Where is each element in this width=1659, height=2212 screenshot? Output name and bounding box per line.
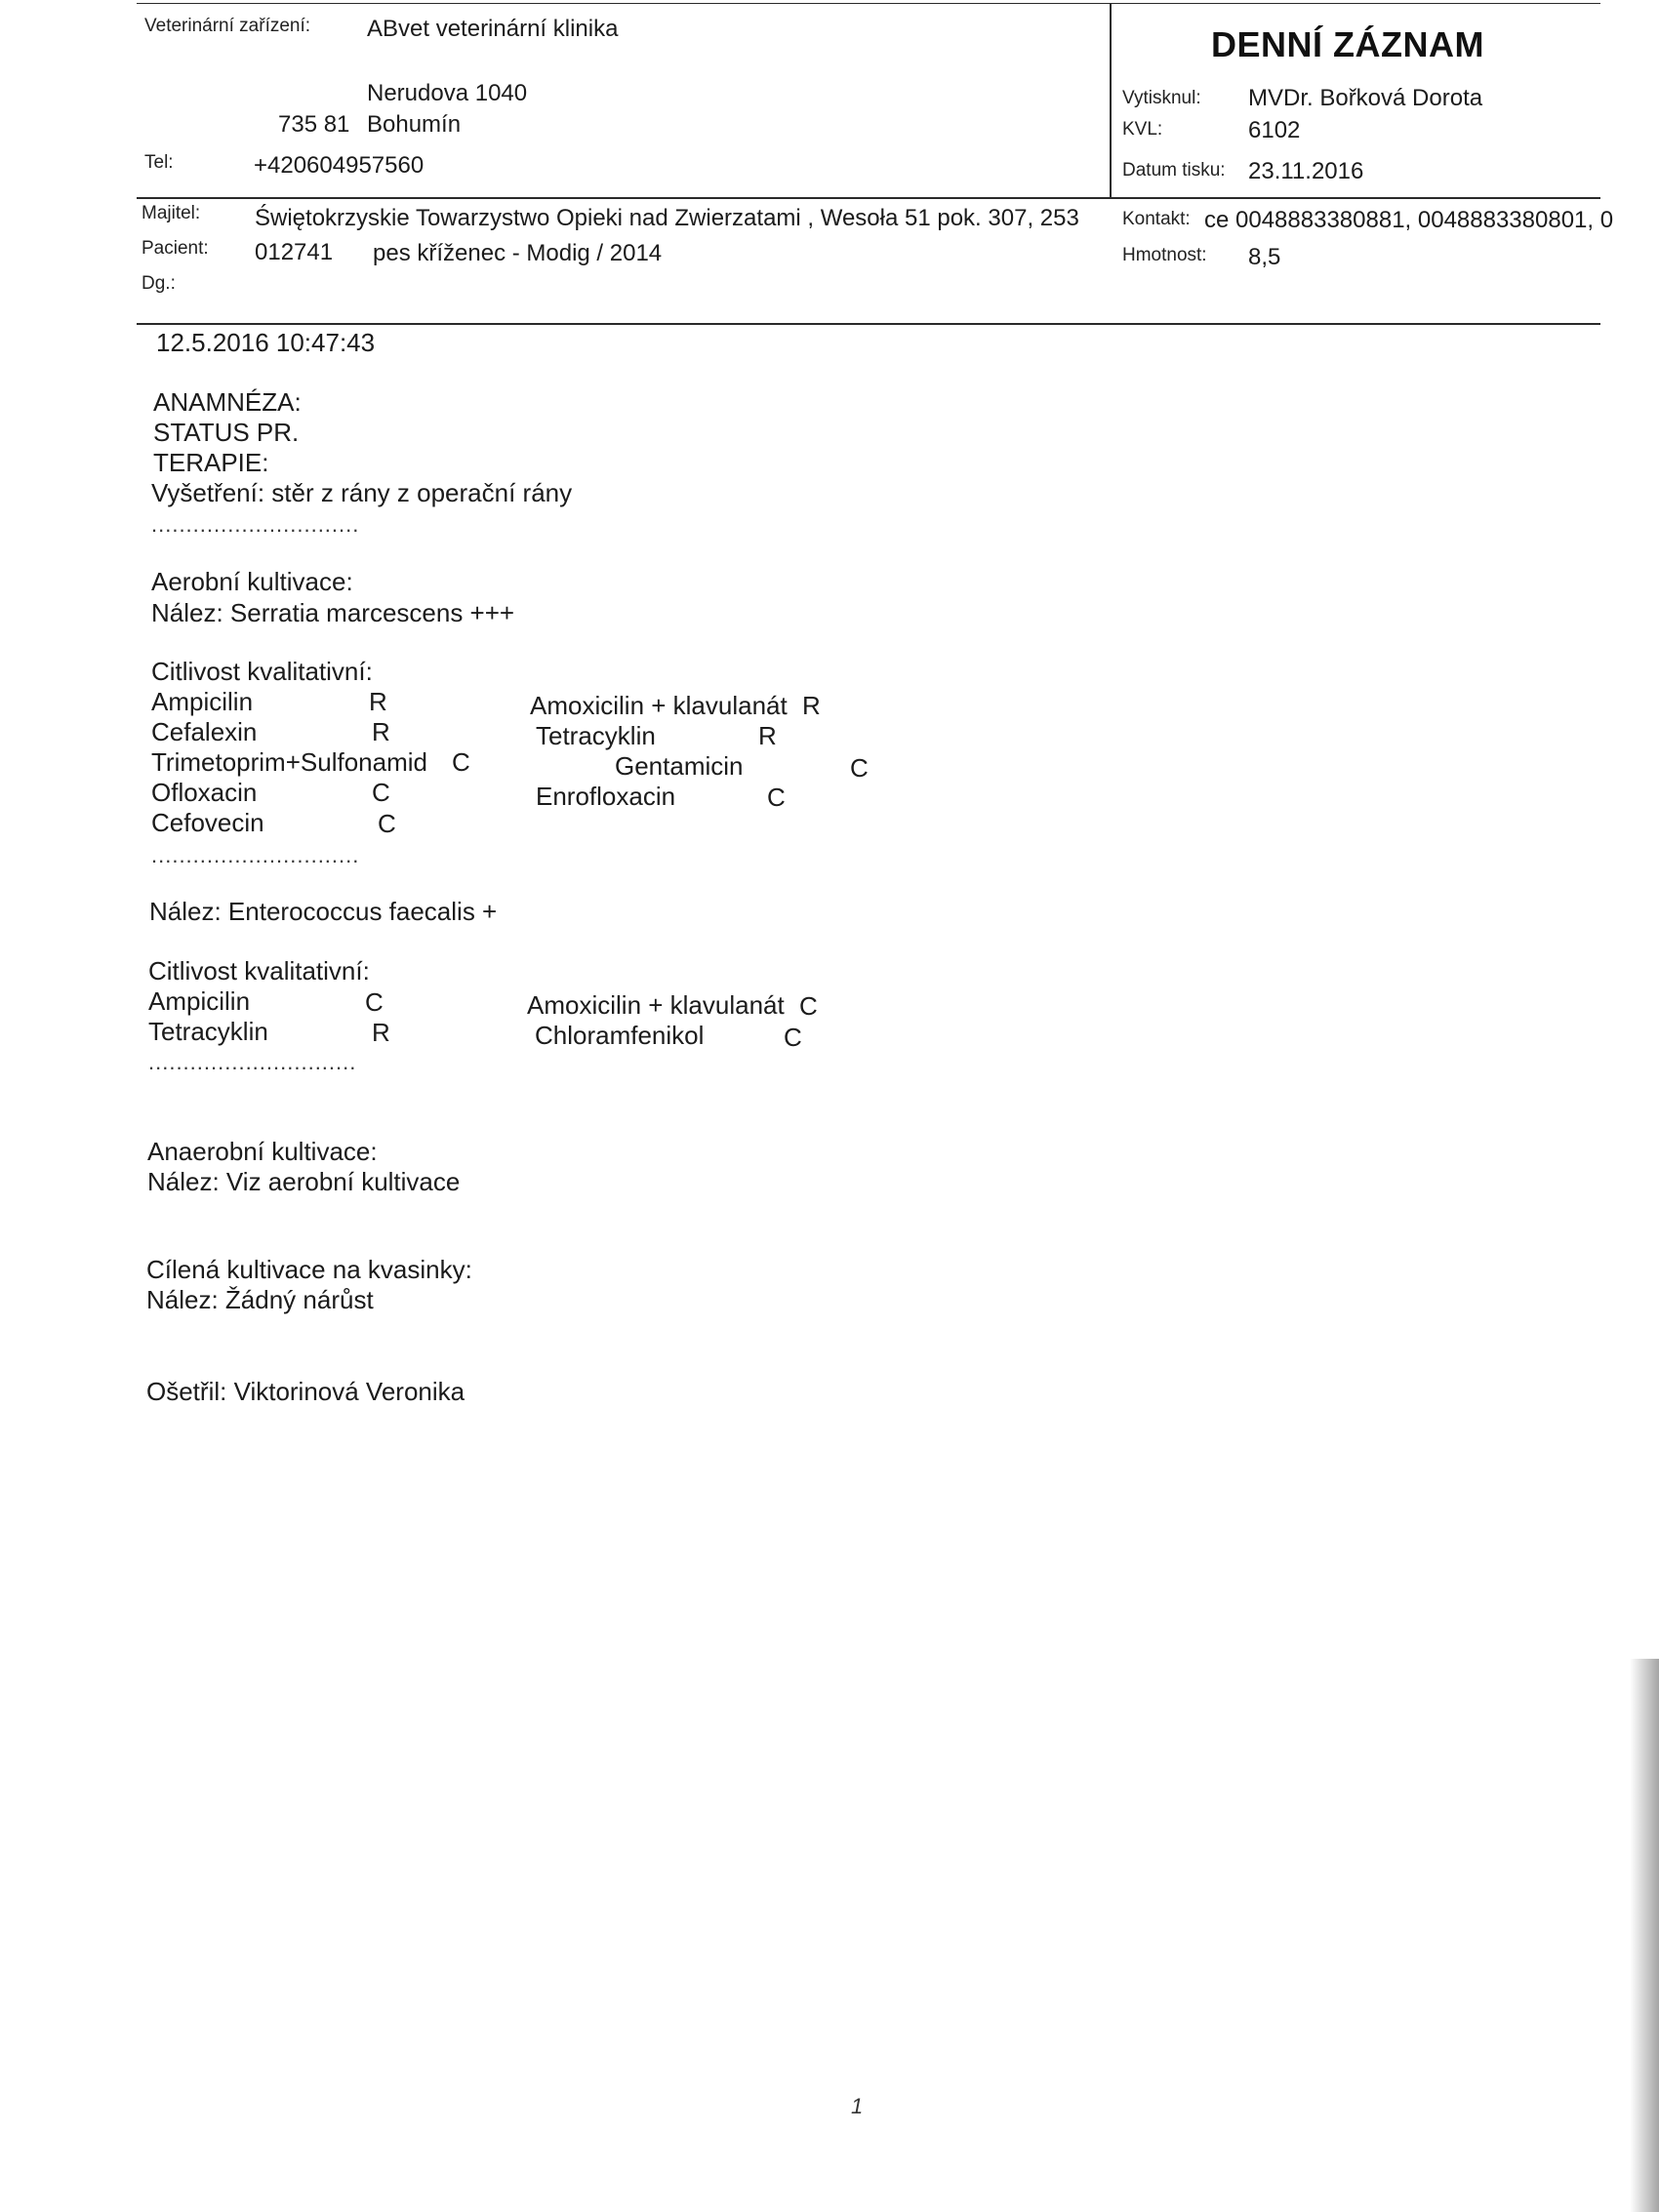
clinic-city: Bohumín xyxy=(367,111,462,138)
sens-result: C xyxy=(784,1023,802,1052)
scan-edge-shadow xyxy=(1630,1659,1659,2212)
finding-enterococcus: Nález: Enterococcus faecalis + xyxy=(149,897,498,926)
document-title: DENNÍ ZÁZNAM xyxy=(1211,24,1484,64)
patient-id: 012741 xyxy=(255,239,334,265)
sensitivity-heading-2: Citlivost kvalitativní: xyxy=(148,956,370,985)
sens-drug: Ofloxacin xyxy=(151,778,258,807)
tel-value: +420604957560 xyxy=(254,152,425,179)
sens-result: C xyxy=(799,991,818,1021)
kvl-value: 6102 xyxy=(1248,117,1301,143)
top-rule xyxy=(137,3,1600,4)
sensitivity-heading-1: Citlivost kvalitativní: xyxy=(151,657,373,686)
separator-1: .............................. xyxy=(151,512,360,537)
sens-drug: Tetracyklin xyxy=(148,1017,268,1046)
sens-result: R xyxy=(372,717,390,746)
examination-line: Vyšetření: stěr z rány z operační rány xyxy=(151,478,573,507)
sens-drug: Ampicilin xyxy=(151,687,254,716)
sens-drug: Trimetoprim+Sulfonamid xyxy=(151,747,427,777)
sens-result: C xyxy=(850,753,869,783)
finding-anaerobic: Nález: Viz aerobní kultivace xyxy=(147,1167,461,1196)
sens-drug: Amoxicilin + klavulanát xyxy=(527,990,785,1020)
sens-drug: Tetracyklin xyxy=(536,721,656,750)
sens-result: R xyxy=(802,691,821,720)
sens-drug: Gentamicin xyxy=(615,751,744,781)
finding-yeast: Nález: Žádný nárůst xyxy=(146,1285,374,1314)
treated-by: Ošetřil: Viktorinová Veronika xyxy=(146,1377,465,1406)
sens-result: C xyxy=(372,778,390,807)
print-date-value: 23.11.2016 xyxy=(1248,158,1364,184)
terapie-heading: TERAPIE: xyxy=(153,448,269,477)
owner-bottom-rule xyxy=(137,323,1600,325)
sens-result: R xyxy=(758,721,777,750)
anamneza-heading: ANAMNÉZA: xyxy=(153,387,302,417)
sens-result: C xyxy=(365,987,384,1017)
sens-drug: Cefalexin xyxy=(151,717,258,746)
clinic-name: ABvet veterinární klinika xyxy=(367,16,619,42)
sens-drug: Cefovecin xyxy=(151,808,264,837)
tel-label: Tel: xyxy=(144,152,174,173)
separator-2: .............................. xyxy=(151,843,360,867)
page-number: 1 xyxy=(851,2094,864,2118)
contact-value: ce 0048883380881, 0048883380801, 0 xyxy=(1204,207,1614,233)
patient-desc: pes kříženec - Modig / 2014 xyxy=(373,240,663,266)
kvl-label: KVL: xyxy=(1122,119,1163,140)
header-bottom-rule xyxy=(137,197,1600,199)
separator-3: .............................. xyxy=(148,1050,357,1074)
sens-result: C xyxy=(452,747,470,777)
clinic-zip: 735 81 xyxy=(278,111,350,138)
patient-label: Pacient: xyxy=(142,238,209,259)
weight-label: Hmotnost: xyxy=(1122,245,1207,265)
sens-result: R xyxy=(372,1018,390,1047)
sens-drug: Ampicilin xyxy=(148,986,251,1016)
clinic-street: Nerudova 1040 xyxy=(367,80,528,106)
printed-by-label: Vytisknul: xyxy=(1122,88,1201,108)
sens-result: C xyxy=(767,783,786,812)
anaerobic-heading: Anaerobní kultivace: xyxy=(147,1137,378,1166)
owner-label: Majitel: xyxy=(142,203,201,223)
sens-result: R xyxy=(369,687,387,716)
finding-serratia: Nález: Serratia marcescens +++ xyxy=(151,598,515,627)
yeast-heading: Cílená kultivace na kvasinky: xyxy=(146,1255,472,1284)
sens-drug: Enrofloxacin xyxy=(536,782,676,811)
clinic-label: Veterinární zařízení: xyxy=(144,16,311,36)
header-divider xyxy=(1110,4,1112,197)
record-timestamp: 12.5.2016 10:47:43 xyxy=(156,328,376,357)
sens-result: C xyxy=(378,809,396,838)
dg-label: Dg.: xyxy=(142,273,176,294)
owner-value: Świętokrzyskie Towarzystwo Opieki nad Zwierzatami , Wesoła 51 pok. 307, 253 xyxy=(255,205,1079,231)
sens-drug: Chloramfenikol xyxy=(535,1021,705,1050)
print-date-label: Datum tisku: xyxy=(1122,160,1226,181)
sens-drug: Amoxicilin + klavulanát xyxy=(530,691,788,720)
aerobic-heading: Aerobní kultivace: xyxy=(151,567,353,596)
status-heading: STATUS PR. xyxy=(153,418,300,447)
weight-value: 8,5 xyxy=(1248,244,1281,270)
printed-by-value: MVDr. Bořková Dorota xyxy=(1248,85,1483,111)
contact-label: Kontakt: xyxy=(1122,209,1191,229)
